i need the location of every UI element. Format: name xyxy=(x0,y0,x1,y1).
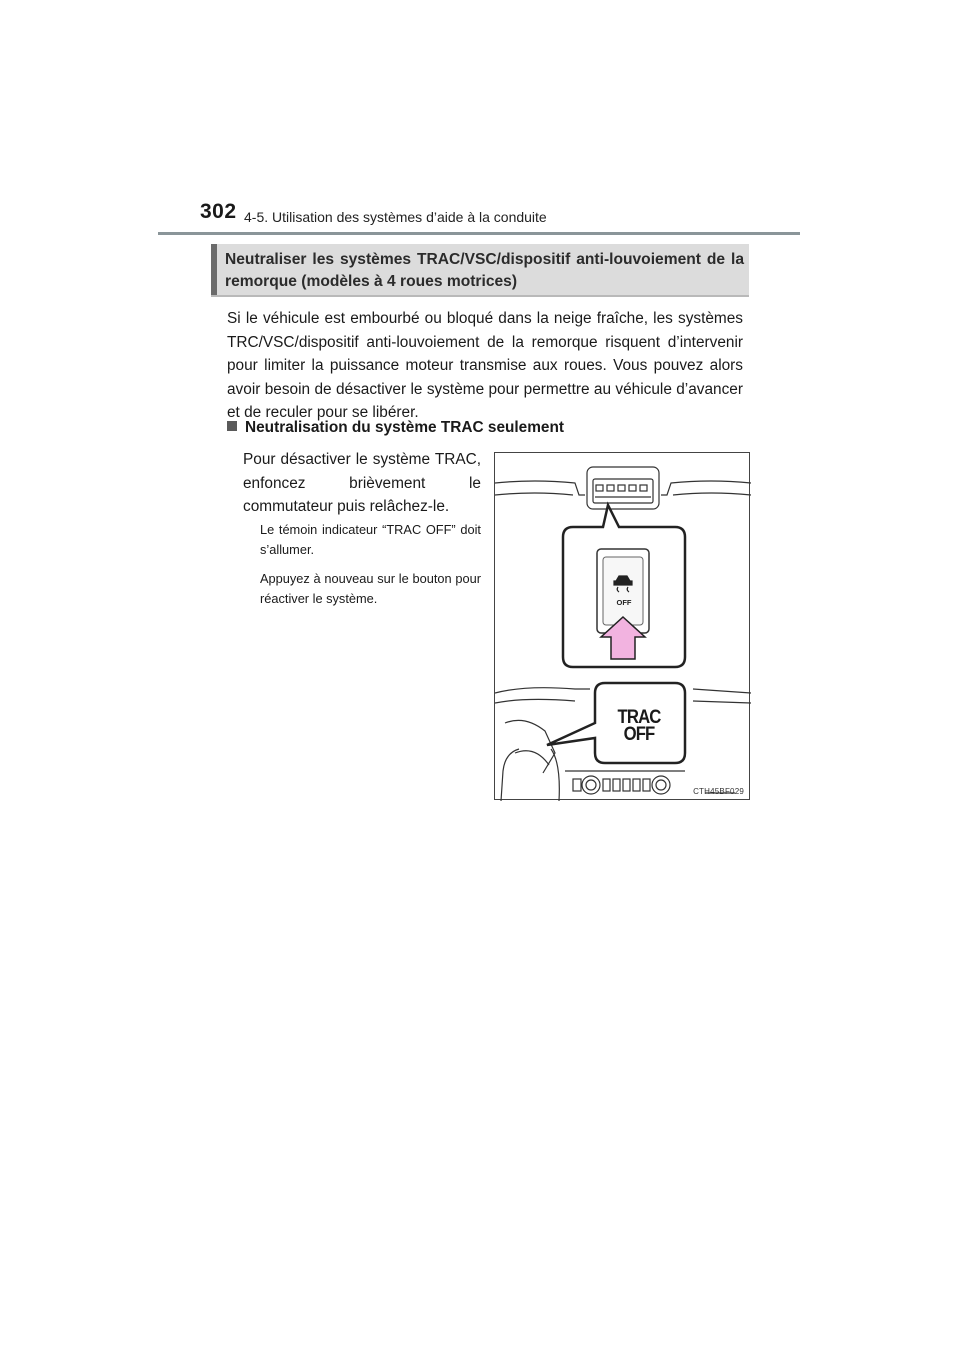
trac-off-indicator-line2: OFF xyxy=(623,724,655,745)
figure-code: CTH45BF029 xyxy=(693,787,744,796)
trac-off-indicator-line1: TRAC xyxy=(617,707,661,728)
button-off-label: OFF xyxy=(616,598,632,607)
step-instruction: Pour désactiver le système TRAC, enfoncez brièvement le commutateur puis relâchez-le. xyxy=(243,451,481,515)
page-number: 302 xyxy=(200,200,237,223)
subheading xyxy=(227,419,727,437)
subheading-text: Neutralisation du système TRAC seulement xyxy=(245,419,565,436)
note-reactivate: Appuyez à nouveau sur le bouton pour réactiver le système. xyxy=(260,571,481,606)
header-rule xyxy=(158,232,800,235)
square-bullet-icon xyxy=(227,421,237,431)
section-heading-box xyxy=(211,244,749,297)
dashboard-drawing xyxy=(495,453,751,801)
intro-paragraph: Si le véhicule est embourbé ou bloqué dans la neige fraîche, les systèmes TRC/VSC/dispositif anti-louvoiement de la remorque risquent d’intervenir pour limiter la puissance moteur transmise aux roues. Vous pouvez alors avoir besoin de désactiver le système pour permettre au véhicule d’avancer et de reculer pour se libérer. xyxy=(227,310,743,421)
dashboard-illustration xyxy=(494,452,750,800)
note-indicator: Le témoin indicateur “TRAC OFF” doit s’allumer. xyxy=(260,522,481,557)
trac-off-indicator xyxy=(602,709,676,743)
section-heading-bar xyxy=(211,244,217,295)
running-title: 4-5. Utilisation des systèmes d’aide à la conduite xyxy=(244,209,547,225)
section-title: Neutraliser les systèmes TRAC/VSC/dispositif anti-louvoiement de la remorque (modèles à 4 roues motrices) xyxy=(225,251,744,290)
